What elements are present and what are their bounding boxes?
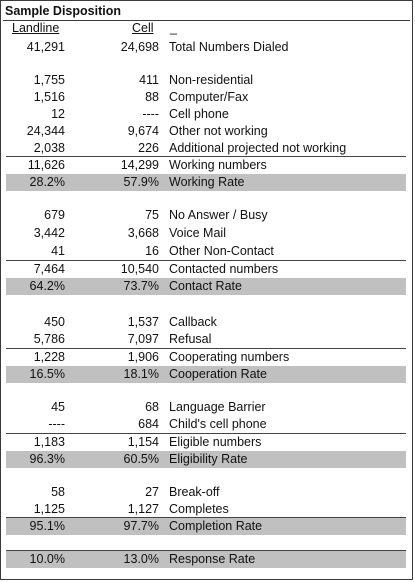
- row-cooperation-rate: [6, 366, 406, 383]
- row-label: Voice Mail: [169, 226, 226, 240]
- row-contact-rate: [6, 278, 406, 295]
- row-label: No Answer / Busy: [169, 208, 268, 222]
- row-label: Refusal: [169, 332, 212, 346]
- row-label: Contacted numbers: [169, 262, 279, 276]
- cell-value: 1,906: [127, 350, 159, 364]
- landline-value: 45: [51, 400, 65, 414]
- row-working-rate: [6, 174, 406, 191]
- landline-value: 1,183: [33, 435, 65, 449]
- cell-value: 18.1%: [123, 367, 159, 381]
- landline-value: 1,125: [33, 502, 65, 516]
- row-completes: [6, 501, 406, 518]
- landline-value: 7,464: [33, 262, 65, 276]
- landline-value: ----: [48, 417, 65, 431]
- cell-value: 24,698: [120, 40, 159, 54]
- landline-value: 11,626: [27, 158, 65, 172]
- row-non-residential: [6, 72, 406, 89]
- row-label: Callback: [169, 315, 217, 329]
- row-label: Child's cell phone: [169, 417, 267, 431]
- row-label: Additional projected not working: [169, 141, 347, 155]
- cell-value: 684: [138, 417, 159, 431]
- cell-value: 73.7%: [123, 279, 159, 293]
- row-label: Eligibility Rate: [169, 452, 248, 466]
- row-additional-projected-not-working: [6, 140, 406, 157]
- cell-value: 88: [145, 90, 159, 104]
- row-childs-cell-phone: [6, 416, 406, 433]
- cell-value: 68: [145, 400, 159, 414]
- cell-value: 3,668: [127, 226, 159, 240]
- cell-value: 13.0%: [123, 552, 159, 566]
- landline-value: 24,344: [26, 124, 65, 138]
- cell-value: 1,127: [127, 502, 159, 516]
- landline-value: 12: [51, 107, 65, 121]
- row-label: Language Barrier: [169, 400, 266, 414]
- landline-value: 58: [51, 485, 65, 499]
- row-label: Cell phone: [169, 107, 229, 121]
- cell-value: 27: [145, 485, 159, 499]
- row-other-not-working: [6, 123, 406, 140]
- cell-value: 57.9%: [123, 175, 159, 189]
- row-no-answer-busy: [6, 207, 406, 224]
- landline-value: 96.3%: [29, 452, 65, 466]
- row-cell-phone: [6, 106, 406, 123]
- cell-value: 1,154: [127, 435, 159, 449]
- cell-value: ----: [142, 107, 159, 121]
- row-response-rate: [6, 550, 406, 568]
- landline-value: 95.1%: [29, 519, 65, 533]
- landline-value: 10.0%: [29, 552, 65, 566]
- landline-value: 679: [44, 208, 65, 222]
- landline-value: 41,291: [26, 40, 65, 54]
- row-callback: [6, 314, 406, 331]
- landline-value: 41: [51, 244, 65, 258]
- row-refusal: [6, 331, 406, 348]
- cell-value: 97.7%: [123, 519, 159, 533]
- landline-value: 5,786: [33, 332, 65, 346]
- table-title: Sample Disposition: [5, 4, 121, 18]
- landline-value: 450: [44, 315, 65, 329]
- row-contacted-numbers: [6, 260, 406, 278]
- row-label: Break-off: [169, 485, 220, 499]
- row-label: Eligible numbers: [169, 435, 262, 449]
- row-break-off: [6, 484, 406, 501]
- cell-value: 7,097: [127, 332, 159, 346]
- row-total-numbers-dialed: [6, 39, 406, 56]
- cell-value: 1,537: [127, 315, 159, 329]
- landline-value: 1,516: [33, 90, 65, 104]
- row-label: Other Non-Contact: [169, 244, 274, 258]
- landline-value: 1,755: [33, 73, 65, 87]
- landline-value: 28.2%: [29, 175, 65, 189]
- row-eligibility-rate: [6, 451, 406, 468]
- cell-value: 226: [138, 141, 159, 155]
- row-label: Cooperation Rate: [169, 367, 267, 381]
- landline-value: 64.2%: [29, 279, 65, 293]
- row-cooperating-numbers: [6, 348, 406, 366]
- header-label: _: [170, 21, 177, 35]
- row-label: Response Rate: [169, 552, 256, 566]
- row-label: Total Numbers Dialed: [169, 40, 289, 54]
- landline-value: 1,228: [33, 350, 65, 364]
- row-label: Completion Rate: [169, 519, 263, 533]
- row-eligible-numbers: [6, 433, 406, 451]
- title-divider: [3, 20, 410, 21]
- cell-value: 411: [139, 73, 159, 87]
- cell-value: 14,299: [120, 158, 159, 172]
- cell-value: 10,540: [120, 262, 159, 276]
- row-working-numbers: [6, 156, 406, 174]
- row-other-non-contact: [6, 243, 406, 260]
- row-voice-mail: [6, 225, 406, 242]
- landline-value: 3,442: [33, 226, 65, 240]
- cell-value: 16: [145, 244, 159, 258]
- landline-value: 16.5%: [29, 367, 65, 381]
- cell-value: 9,674: [127, 124, 159, 138]
- cell-value: 60.5%: [123, 452, 159, 466]
- row-label: Working Rate: [169, 175, 245, 189]
- row-computer-fax: [6, 89, 406, 106]
- row-label: Cooperating numbers: [169, 350, 290, 364]
- row-language-barrier: [6, 399, 406, 416]
- cell-value: 75: [145, 208, 159, 222]
- row-label: Computer/Fax: [169, 90, 249, 104]
- row-label: Non-residential: [169, 73, 254, 87]
- row-completion-rate: [6, 517, 406, 535]
- landline-value: 2,038: [33, 141, 65, 155]
- header-landline: Landline: [12, 21, 60, 35]
- row-label: Working numbers: [169, 158, 267, 172]
- row-label: Other not working: [169, 124, 268, 138]
- row-label: Completes: [169, 502, 229, 516]
- header-cell: Cell: [132, 21, 154, 35]
- row-label: Contact Rate: [169, 279, 242, 293]
